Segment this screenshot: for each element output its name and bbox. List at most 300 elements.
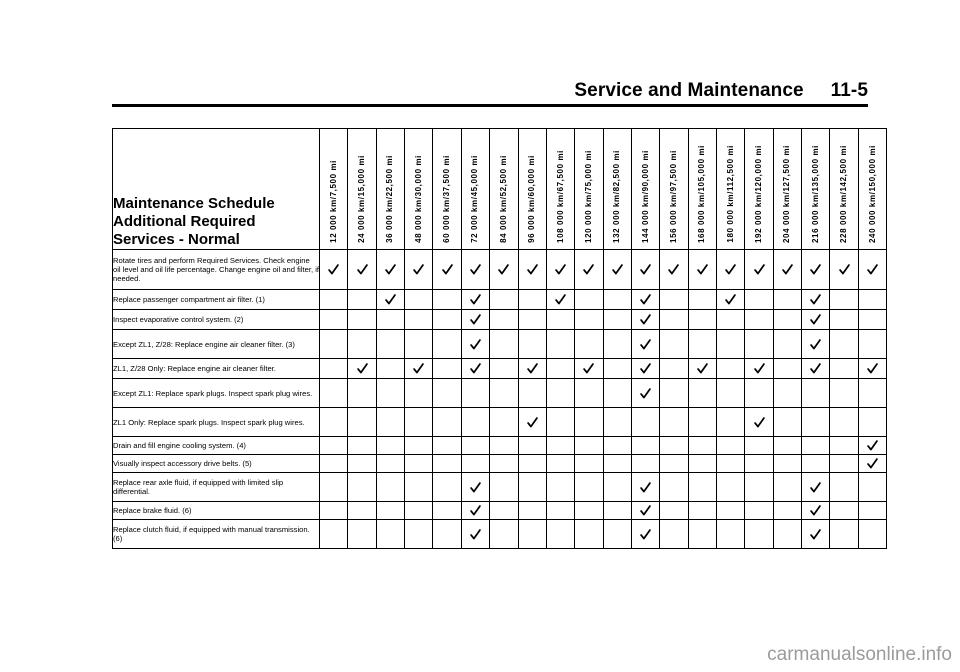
interval-cell [631, 437, 659, 455]
interval-cell [546, 408, 574, 437]
interval-cell [376, 473, 404, 502]
checkmark-icon [802, 264, 829, 275]
interval-cell [433, 359, 461, 379]
checkmark-icon [632, 482, 659, 493]
interval-cell [717, 330, 745, 359]
interval-cell [773, 502, 801, 520]
watermark: carmanualsonline.info [767, 644, 952, 665]
service-description: Replace passenger compartment air filter. (1) [113, 290, 320, 310]
interval-cell [433, 520, 461, 549]
interval-cell [405, 473, 433, 502]
interval-cell [348, 437, 376, 455]
interval-cell [802, 520, 830, 549]
interval-cell [745, 437, 773, 455]
checkmark-icon [519, 264, 546, 275]
interval-cell [773, 473, 801, 502]
interval-cell [348, 310, 376, 330]
interval-cell [858, 437, 886, 455]
interval-cell [376, 379, 404, 408]
checkmark-icon [377, 264, 404, 275]
interval-cell [490, 473, 518, 502]
interval-cell [433, 437, 461, 455]
interval-cell [461, 250, 489, 290]
column-header [660, 129, 688, 250]
interval-cell [717, 310, 745, 330]
interval-cell [405, 502, 433, 520]
interval-cell [858, 379, 886, 408]
interval-cell [490, 379, 518, 408]
interval-cell [688, 290, 716, 310]
interval-cell [660, 437, 688, 455]
interval-cell [773, 408, 801, 437]
interval-cell [405, 437, 433, 455]
checkmark-icon [632, 388, 659, 399]
interval-cell [688, 408, 716, 437]
interval-cell [461, 455, 489, 473]
interval-cell [802, 290, 830, 310]
interval-cell [546, 290, 574, 310]
interval-cell [603, 290, 631, 310]
interval-cell [348, 330, 376, 359]
interval-cell [631, 455, 659, 473]
interval-cell [405, 250, 433, 290]
interval-cell [320, 408, 348, 437]
interval-cell [518, 408, 546, 437]
checkmark-icon [830, 264, 857, 275]
column-header-label: 132 000 km/82,500 mi [612, 150, 622, 243]
interval-cell [688, 502, 716, 520]
interval-cell [518, 502, 546, 520]
column-header [376, 129, 404, 250]
interval-cell [830, 379, 858, 408]
interval-cell [773, 520, 801, 549]
checkmark-icon [462, 529, 489, 540]
checkmark-icon [632, 363, 659, 374]
interval-cell [461, 520, 489, 549]
interval-cell [688, 330, 716, 359]
interval-cell [717, 250, 745, 290]
checkmark-icon [348, 264, 375, 275]
checkmark-icon [689, 363, 716, 374]
table-row [113, 455, 887, 473]
interval-cell [660, 473, 688, 502]
interval-cell [490, 290, 518, 310]
interval-cell [546, 250, 574, 290]
interval-cell [348, 290, 376, 310]
checkmark-icon [859, 363, 886, 374]
schedule-table-body [113, 250, 887, 549]
column-header [603, 129, 631, 250]
interval-cell [745, 310, 773, 330]
interval-cell [603, 250, 631, 290]
interval-cell [405, 330, 433, 359]
interval-cell [830, 330, 858, 359]
table-row [113, 520, 887, 549]
interval-cell [320, 359, 348, 379]
column-header [631, 129, 659, 250]
interval-cell [405, 455, 433, 473]
interval-cell [546, 437, 574, 455]
column-header-label: 24 000 km/15,000 mi [357, 155, 367, 243]
interval-cell [631, 310, 659, 330]
interval-cell [575, 455, 603, 473]
interval-cell [858, 502, 886, 520]
interval-cell [660, 455, 688, 473]
interval-cell [575, 250, 603, 290]
interval-cell [660, 330, 688, 359]
interval-cell [717, 359, 745, 379]
interval-cell [546, 473, 574, 502]
interval-cell [433, 502, 461, 520]
interval-cell [433, 290, 461, 310]
interval-cell [376, 250, 404, 290]
interval-cell [745, 379, 773, 408]
interval-cell [376, 408, 404, 437]
checkmark-icon [462, 264, 489, 275]
interval-cell [376, 520, 404, 549]
interval-cell [603, 359, 631, 379]
checkmark-icon [604, 264, 631, 275]
interval-cell [518, 473, 546, 502]
interval-cell [773, 455, 801, 473]
interval-cell [830, 520, 858, 549]
interval-cell [688, 473, 716, 502]
checkmark-icon [632, 314, 659, 325]
interval-cell [830, 250, 858, 290]
table-row [113, 473, 887, 502]
interval-cell [575, 473, 603, 502]
interval-cell [688, 455, 716, 473]
interval-cell [546, 359, 574, 379]
interval-cell [320, 520, 348, 549]
interval-cell [461, 473, 489, 502]
interval-cell [461, 330, 489, 359]
interval-cell [490, 250, 518, 290]
column-header-label: 156 000 km/97,500 mi [668, 150, 678, 243]
interval-cell [717, 437, 745, 455]
checkmark-icon [462, 339, 489, 350]
checkmark-icon [802, 363, 829, 374]
checkmark-icon [462, 482, 489, 493]
table-row [113, 250, 887, 290]
interval-cell [802, 455, 830, 473]
interval-cell [603, 437, 631, 455]
checkmark-icon [462, 314, 489, 325]
interval-cell [433, 455, 461, 473]
interval-cell [376, 290, 404, 310]
interval-cell [802, 379, 830, 408]
checkmark-icon [632, 294, 659, 305]
checkmark-icon [660, 264, 687, 275]
checkmark-icon [519, 363, 546, 374]
checkmark-icon [377, 294, 404, 305]
checkmark-icon [462, 294, 489, 305]
column-header [433, 129, 461, 250]
interval-cell [320, 473, 348, 502]
interval-cell [518, 437, 546, 455]
interval-cell [320, 290, 348, 310]
interval-cell [660, 408, 688, 437]
interval-cell [518, 379, 546, 408]
service-description: Visually inspect accessory drive belts. (5) [113, 455, 320, 473]
checkmark-icon [405, 264, 432, 275]
interval-cell [433, 310, 461, 330]
column-header-label: 60 000 km/37,500 mi [442, 155, 452, 243]
checkmark-icon [632, 339, 659, 350]
interval-cell [575, 437, 603, 455]
checkmark-icon [802, 314, 829, 325]
interval-cell [348, 379, 376, 408]
checkmark-icon [859, 264, 886, 275]
interval-cell [717, 379, 745, 408]
interval-cell [688, 250, 716, 290]
interval-cell [858, 250, 886, 290]
column-header-label: 168 000 km/105,000 mi [697, 144, 707, 243]
interval-cell [405, 310, 433, 330]
interval-cell [631, 290, 659, 310]
interval-cell [546, 310, 574, 330]
interval-cell [830, 310, 858, 330]
column-header [802, 129, 830, 250]
interval-cell [320, 250, 348, 290]
column-header-label: 216 000 km/135,000 mi [810, 144, 820, 243]
interval-cell [688, 437, 716, 455]
interval-cell [320, 379, 348, 408]
interval-cell [461, 310, 489, 330]
interval-cell [773, 310, 801, 330]
interval-cell [631, 379, 659, 408]
column-header [830, 129, 858, 250]
interval-cell [518, 290, 546, 310]
service-description: ZL1 Only: Replace spark plugs. Inspect spark plug wires. [113, 408, 320, 437]
interval-cell [433, 330, 461, 359]
interval-cell [461, 437, 489, 455]
column-header [518, 129, 546, 250]
interval-cell [490, 502, 518, 520]
column-header [348, 129, 376, 250]
interval-cell [688, 379, 716, 408]
interval-cell [405, 408, 433, 437]
interval-cell [745, 502, 773, 520]
column-header-label: 108 000 km/67,500 mi [555, 150, 565, 243]
column-header-label: 12 000 km/7,500 mi [328, 160, 338, 243]
maintenance-schedule-table [112, 128, 887, 549]
interval-cell [631, 520, 659, 549]
interval-cell [773, 359, 801, 379]
checkmark-icon [802, 505, 829, 516]
interval-cell [660, 359, 688, 379]
interval-cell [518, 330, 546, 359]
service-description: Rotate tires and perform Required Services. Check engine oil level and oil life percentage. Change engine oil and filter, if needed. [113, 250, 320, 290]
interval-cell [773, 290, 801, 310]
checkmark-icon [405, 363, 432, 374]
interval-cell [717, 520, 745, 549]
interval-cell [461, 502, 489, 520]
interval-cell [575, 408, 603, 437]
interval-cell [631, 502, 659, 520]
checkmark-icon [462, 505, 489, 516]
interval-cell [858, 455, 886, 473]
interval-cell [802, 250, 830, 290]
interval-cell [603, 330, 631, 359]
checkmark-icon [519, 417, 546, 428]
column-header-label: 48 000 km/30,000 mi [413, 155, 423, 243]
interval-cell [433, 379, 461, 408]
interval-cell [830, 290, 858, 310]
page-header [112, 80, 868, 107]
interval-cell [660, 290, 688, 310]
interval-cell [745, 455, 773, 473]
interval-cell [717, 408, 745, 437]
interval-cell [376, 455, 404, 473]
interval-cell [433, 408, 461, 437]
interval-cell [717, 473, 745, 502]
checkmark-icon [348, 363, 375, 374]
interval-cell [405, 359, 433, 379]
checkmark-icon [802, 339, 829, 350]
interval-cell [490, 437, 518, 455]
checkmark-icon [320, 264, 347, 275]
interval-cell [773, 250, 801, 290]
interval-cell [461, 290, 489, 310]
table-row [113, 359, 887, 379]
interval-cell [717, 290, 745, 310]
interval-cell [575, 502, 603, 520]
table-row [113, 408, 887, 437]
checkmark-icon [575, 363, 602, 374]
interval-cell [603, 455, 631, 473]
table-row [113, 437, 887, 455]
interval-cell [433, 473, 461, 502]
interval-cell [858, 330, 886, 359]
checkmark-icon [745, 417, 772, 428]
interval-cell [603, 408, 631, 437]
interval-cell [546, 379, 574, 408]
interval-cell [660, 250, 688, 290]
interval-cell [575, 359, 603, 379]
column-header-label: 96 000 km/60,000 mi [527, 155, 537, 243]
interval-cell [348, 502, 376, 520]
checkmark-icon [774, 264, 801, 275]
interval-cell [546, 455, 574, 473]
checkmark-icon [547, 294, 574, 305]
interval-cell [745, 250, 773, 290]
interval-cell [376, 502, 404, 520]
page-title: Service and Maintenance 11-5 [574, 80, 868, 101]
interval-cell [802, 359, 830, 379]
interval-cell [688, 520, 716, 549]
interval-cell [802, 502, 830, 520]
interval-cell [348, 359, 376, 379]
checkmark-icon [433, 264, 460, 275]
interval-cell [546, 520, 574, 549]
interval-cell [858, 290, 886, 310]
interval-cell [490, 520, 518, 549]
interval-cell [830, 408, 858, 437]
interval-cell [631, 473, 659, 502]
column-header-label: 204 000 km/127,500 mi [782, 144, 792, 243]
interval-cell [518, 359, 546, 379]
checkmark-icon [802, 529, 829, 540]
interval-cell [518, 310, 546, 330]
table-row [113, 310, 887, 330]
interval-cell [348, 520, 376, 549]
column-header [320, 129, 348, 250]
checkmark-icon [632, 264, 659, 275]
interval-cell [631, 408, 659, 437]
interval-cell [320, 502, 348, 520]
column-header-label: 228 000 km/142,500 mi [839, 144, 849, 243]
column-header [858, 129, 886, 250]
column-header [490, 129, 518, 250]
checkmark-icon [632, 529, 659, 540]
interval-cell [490, 330, 518, 359]
checkmark-icon [462, 363, 489, 374]
checkmark-icon [745, 264, 772, 275]
interval-cell [518, 250, 546, 290]
interval-cell [490, 455, 518, 473]
interval-cell [518, 455, 546, 473]
interval-cell [405, 379, 433, 408]
interval-cell [717, 455, 745, 473]
interval-cell [773, 330, 801, 359]
column-header [575, 129, 603, 250]
interval-cell [631, 250, 659, 290]
interval-cell [717, 502, 745, 520]
interval-cell [603, 379, 631, 408]
interval-cell [631, 359, 659, 379]
service-description: Replace brake fluid. (6) [113, 502, 320, 520]
interval-cell [461, 379, 489, 408]
interval-cell [546, 502, 574, 520]
column-header-row [113, 129, 887, 250]
checkmark-icon [632, 505, 659, 516]
table-row [113, 330, 887, 359]
interval-cell [376, 359, 404, 379]
interval-cell [745, 330, 773, 359]
interval-cell [575, 520, 603, 549]
interval-cell [802, 408, 830, 437]
interval-cell [660, 379, 688, 408]
interval-cell [603, 502, 631, 520]
column-header [688, 129, 716, 250]
interval-cell [490, 310, 518, 330]
interval-cell [320, 455, 348, 473]
interval-cell [660, 310, 688, 330]
interval-cell [802, 310, 830, 330]
interval-cell [858, 310, 886, 330]
interval-cell [745, 473, 773, 502]
interval-cell [348, 455, 376, 473]
interval-cell [461, 408, 489, 437]
checkmark-icon [547, 264, 574, 275]
column-header [745, 129, 773, 250]
interval-cell [546, 330, 574, 359]
interval-cell [490, 359, 518, 379]
service-description: Replace clutch fluid, if equipped with manual transmission. (6) [113, 520, 320, 549]
column-header-label: 72 000 km/45,000 mi [470, 155, 480, 243]
interval-cell [830, 473, 858, 502]
interval-cell [830, 502, 858, 520]
interval-cell [773, 437, 801, 455]
column-header-label: 180 000 km/112,500 mi [725, 145, 735, 243]
interval-cell [376, 437, 404, 455]
interval-cell [745, 408, 773, 437]
column-header [546, 129, 574, 250]
schedule-table-title: Maintenance Schedule Additional Required Services - Normal [113, 129, 320, 250]
interval-cell [490, 408, 518, 437]
interval-cell [745, 359, 773, 379]
